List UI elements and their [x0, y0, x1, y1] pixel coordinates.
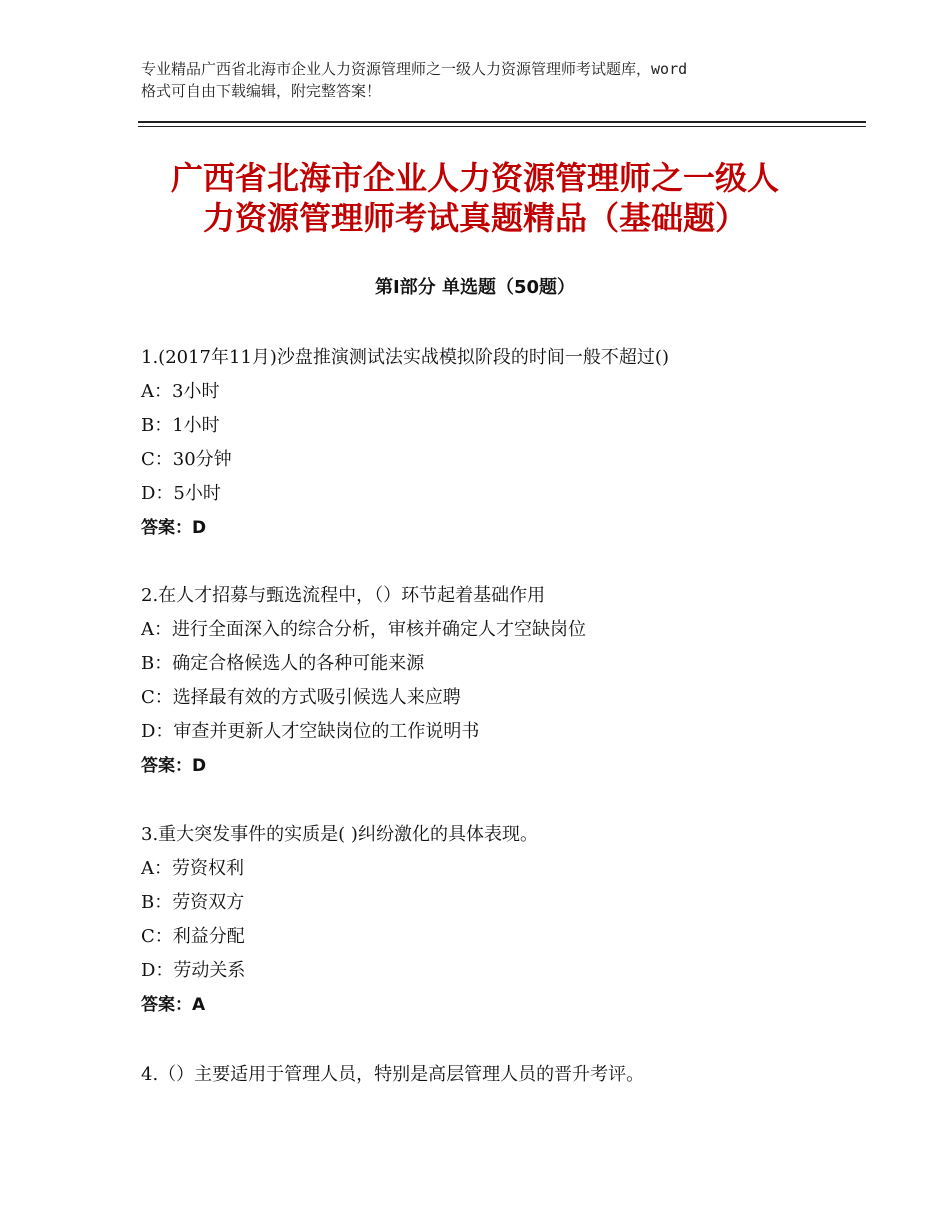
header-note [141, 58, 831, 102]
question-3 [141, 818, 841, 1022]
document-title-line-2: 力资源管理师考试真题精品（基础题） [202, 199, 747, 237]
answer: 答案：D [141, 518, 207, 538]
question-stem: 2.在人才招募与甄选流程中，（）环节起着基础作用 [141, 585, 546, 606]
option-a: A：3小时 [141, 381, 220, 402]
question-2 [141, 579, 841, 783]
option-d: D：5小时 [141, 483, 221, 504]
option-d: D：劳动关系 [141, 960, 246, 981]
question-stem: 1.(2017年11月)沙盘推演测试法实战模拟阶段的时间一般不超过() [141, 347, 669, 368]
header-divider-thick [138, 121, 866, 123]
option-a: A：劳资权利 [141, 858, 244, 879]
question-4 [141, 1058, 841, 1092]
header-divider-thin [138, 126, 866, 127]
option-b: B：1小时 [141, 415, 220, 436]
question-1 [141, 341, 841, 545]
option-d: D：审查并更新人才空缺岗位的工作说明书 [141, 721, 480, 742]
option-c: C：选择最有效的方式吸引候选人来应聘 [141, 687, 461, 708]
document-title-line-1: 广西省北海市企业人力资源管理师之一级人 [170, 159, 779, 197]
option-b: B：劳资双方 [141, 892, 245, 913]
section-heading: 第Ⅰ部分 单选题（50题） [374, 277, 575, 298]
option-a: A：进行全面深入的综合分析，审核并确定人才空缺岗位 [141, 619, 586, 640]
document-title [100, 158, 850, 238]
header-note-line-2: 格式可自由下载编辑，附完整答案！ [141, 82, 382, 100]
question-stem: 4.（）主要适用于管理人员，特别是高层管理人员的晋升考评。 [141, 1064, 645, 1085]
question-stem: 3.重大突发事件的实质是( )纠纷激化的具体表现。 [141, 824, 538, 845]
answer: 答案：D [141, 756, 207, 776]
option-c: C：利益分配 [141, 926, 245, 947]
option-b: B：确定合格候选人的各种可能来源 [141, 653, 425, 674]
answer: 答案：A [141, 995, 206, 1015]
header-note-line-1: 专业精品广西省北海市企业人力资源管理师之一级人力资源管理师考试题库，word [141, 60, 688, 78]
option-c: C：30分钟 [141, 449, 232, 470]
